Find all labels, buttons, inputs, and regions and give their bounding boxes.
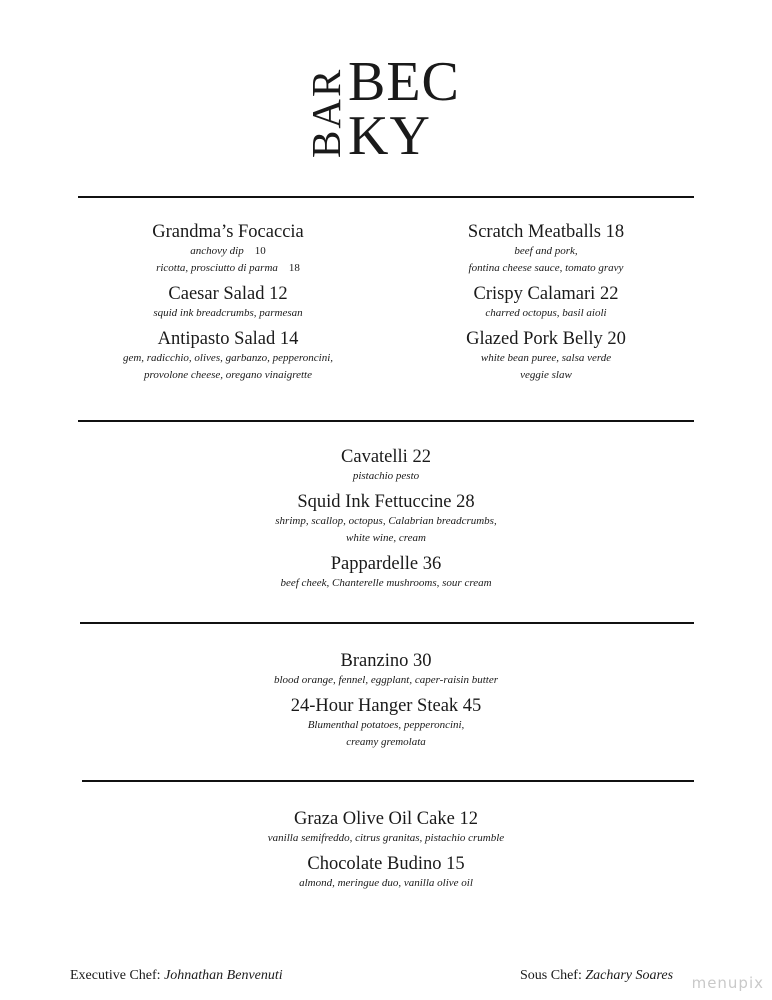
menu-item-description <box>396 367 696 384</box>
starters-left-column <box>78 221 378 384</box>
menu-item-name: Antipasto Salad 14 <box>157 329 299 349</box>
description-text: white wine, cream <box>346 532 426 544</box>
menu-item-description <box>78 717 694 734</box>
menu-item-description <box>78 875 694 892</box>
menu-item-name: Branzino 30 <box>340 651 432 671</box>
menu-item <box>396 221 696 277</box>
description-text: pistachio pesto <box>352 470 420 482</box>
menu-item-name: Scratch Meatballs 18 <box>467 222 625 242</box>
menu-item-description <box>78 575 694 592</box>
menu-item-description <box>78 672 694 689</box>
section-divider <box>78 420 694 422</box>
description-text: almond, meringue duo, vanilla olive oil <box>299 877 473 889</box>
description-text: gem, radicchio, olives, garbanzo, pepperoncini, <box>122 352 334 364</box>
logo-line-1: BEC <box>348 51 460 113</box>
menu-item-description <box>78 367 378 384</box>
menu-item-name: Cavatelli 22 <box>341 447 431 467</box>
menu-item-name: Graza Olive Oil Cake 12 <box>294 809 478 829</box>
executive-chef-credit <box>70 968 283 984</box>
menu-item <box>396 328 696 384</box>
menu-item-description <box>78 734 694 751</box>
menu-item-name: Pappardelle 36 <box>330 554 442 574</box>
menu-item-name: 24-Hour Hanger Steak 45 <box>290 696 482 716</box>
restaurant-logo <box>300 46 490 167</box>
description-text: beef and pork, <box>514 245 578 257</box>
menu-item <box>78 650 694 689</box>
menu-item-description <box>396 305 696 322</box>
menu-item <box>78 695 694 751</box>
description-text: veggie slaw <box>520 369 572 381</box>
desserts-section <box>78 808 694 892</box>
menu-item-description <box>78 530 694 547</box>
description-text: white bean puree, salsa verde <box>480 352 612 364</box>
menu-item <box>78 491 694 547</box>
menu-item-description <box>78 260 378 277</box>
menu-item-description <box>78 243 378 260</box>
menu-item <box>78 446 694 485</box>
menu-item-description <box>78 350 378 367</box>
pasta-section <box>78 446 694 592</box>
description-text: fontina cheese sauce, tomato gravy <box>468 262 624 274</box>
option-price: 10 <box>254 245 266 257</box>
sous-chef-credit <box>520 968 673 984</box>
description-text: beef cheek, Chanterelle mushrooms, sour cream <box>280 577 492 589</box>
description-text: ricotta, prosciutto di parma <box>156 262 278 274</box>
section-divider <box>82 780 694 782</box>
menu-item <box>78 553 694 592</box>
description-text: blood orange, fennel, eggplant, caper-raisin butter <box>273 674 499 686</box>
exec-chef-name: Johnathan Benvenuti <box>164 968 283 983</box>
menu-item-name: Caesar Salad 12 <box>168 284 288 304</box>
description-text: squid ink breadcrumbs, parmesan <box>153 307 303 319</box>
menu-item-description <box>396 260 696 277</box>
sous-chef-label: Sous Chef: <box>520 968 582 983</box>
watermark: menupix <box>691 974 764 992</box>
starters-right-column <box>396 221 696 384</box>
description-text: Blumenthal potatoes, pepperoncini, <box>307 719 465 731</box>
description-text: charred octopus, basil aioli <box>485 307 607 319</box>
menu-item <box>78 808 694 847</box>
section-divider <box>80 622 694 624</box>
menu-item-name: Glazed Pork Belly 20 <box>466 329 626 349</box>
exec-chef-label: Executive Chef: <box>70 968 161 983</box>
menu-item <box>78 221 378 277</box>
option-price: 18 <box>288 262 300 274</box>
menu-item-description <box>78 305 378 322</box>
menu-item <box>78 853 694 892</box>
menu-item-description <box>78 468 694 485</box>
menu-item-name: Chocolate Budino 15 <box>307 854 465 874</box>
menu-item-name: Grandma’s Focaccia <box>152 222 304 242</box>
logo-line-2: KY <box>348 105 431 167</box>
menu-item-name: Crispy Calamari 22 <box>473 284 619 304</box>
menu-item <box>78 328 378 384</box>
menu-item <box>78 283 378 322</box>
logo-side-text: BAR <box>303 67 349 158</box>
menu-item <box>396 283 696 322</box>
description-text: vanilla semifreddo, citrus granitas, pistachio crumble <box>267 832 505 844</box>
description-text: shrimp, scallop, octopus, Calabrian breadcrumbs, <box>275 515 497 527</box>
description-text: provolone cheese, oregano vinaigrette <box>143 369 312 381</box>
menu-item-description <box>396 350 696 367</box>
section-divider <box>78 196 694 198</box>
description-text: anchovy dip <box>190 245 244 257</box>
menu-item-name: Squid Ink Fettuccine 28 <box>297 492 475 512</box>
description-text: creamy gremolata <box>346 736 426 748</box>
menu-item-description <box>396 243 696 260</box>
menu-item-description <box>78 513 694 530</box>
sous-chef-name: Zachary Soares <box>585 968 674 983</box>
menu-item-description <box>78 830 694 847</box>
mains-section <box>78 650 694 751</box>
